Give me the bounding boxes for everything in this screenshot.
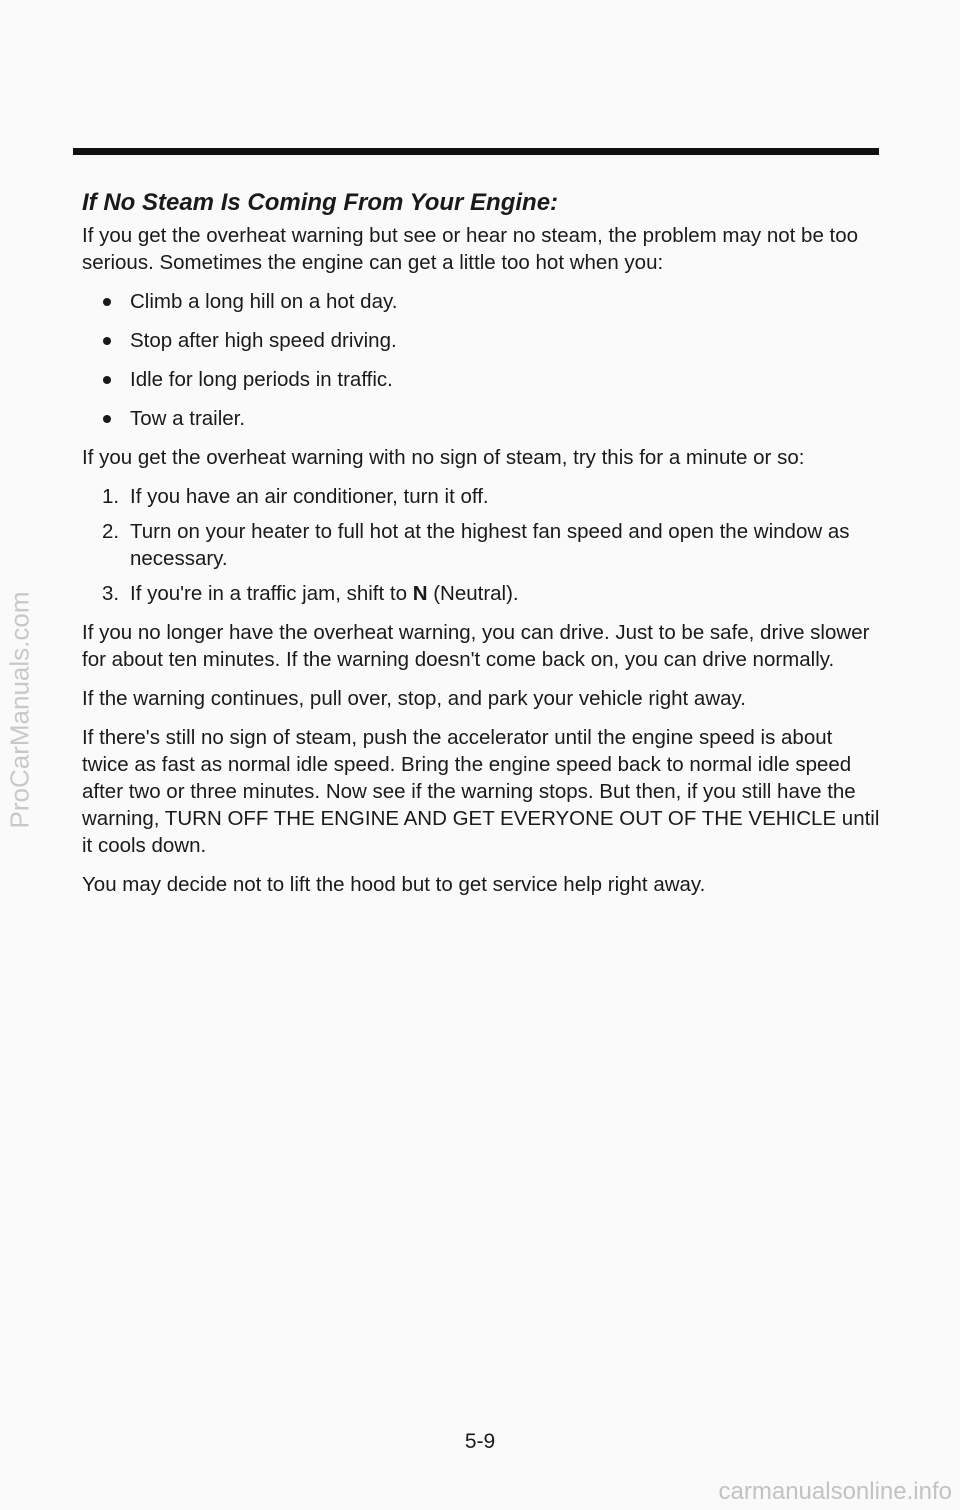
step-item xyxy=(82,483,882,510)
bullet-icon xyxy=(103,337,111,345)
paragraph-warning-continues: If the warning continues, pull over, stop, and park your vehicle right away. xyxy=(82,687,746,710)
list-item xyxy=(82,288,882,315)
watermark-side xyxy=(2,560,38,860)
top-rule xyxy=(73,148,879,155)
list-item xyxy=(82,405,882,432)
steps-list xyxy=(82,483,882,607)
list-item-text: Stop after high speed driving. xyxy=(130,329,397,352)
step-item xyxy=(82,518,882,572)
bullet-icon xyxy=(103,376,111,384)
section-heading: If No Steam Is Coming From Your Engine: xyxy=(82,189,559,216)
bullet-icon xyxy=(103,298,111,306)
step-number: 1. xyxy=(102,485,120,508)
watermark-bottom: carmanualsonline.info xyxy=(718,1478,952,1505)
step-text-end: (Neutral). xyxy=(427,582,519,605)
list-item-text: Idle for long periods in traffic. xyxy=(130,368,393,391)
paragraph-drive-safe: If you no longer have the overheat warning, you can drive. Just to be safe, drive slower for about ten minutes. If the warning doesn't come back on, you can drive normally. xyxy=(82,621,870,671)
step-text: If you're in a traffic jam, shift to xyxy=(130,582,413,605)
step-item xyxy=(82,580,882,607)
list-item xyxy=(82,366,882,393)
paragraph-service-help: You may decide not to lift the hood but to get service help right away. xyxy=(82,873,706,896)
step-number: 2. xyxy=(102,520,120,543)
list-item-text: Tow a trailer. xyxy=(130,407,246,430)
step-text: Turn on your heater to full hot at the highest fan speed and open the window as necessary. xyxy=(130,520,850,570)
step-text: If you have an air conditioner, turn it off. xyxy=(130,485,489,508)
list-item-text: Climb a long hill on a hot day. xyxy=(130,290,398,313)
list-item xyxy=(82,327,882,354)
page-content xyxy=(82,188,882,910)
paragraph-no-steam: If there's still no sign of steam, push the accelerator until the engine speed is about twice as fast as normal idle speed. Bring the engine speed back to normal idle speed after two or three minutes. Now see if the warning stops. But then, if you still have the warning, TURN OFF THE ENGINE AND GET EVERYONE OUT OF THE VEHICLE until it cools down. xyxy=(82,726,880,857)
bullet-list xyxy=(82,288,882,432)
step-number: 3. xyxy=(102,582,120,605)
intro-paragraph: If you get the overheat warning but see or hear no steam, the problem may not be too serious. Sometimes the engine can get a little too hot when you: xyxy=(82,224,859,274)
bullet-icon xyxy=(103,415,111,423)
gear-label-neutral: N xyxy=(412,582,428,605)
watermark-side-text: ProCarManuals.com xyxy=(4,591,35,829)
page-number: 5-9 xyxy=(464,1430,496,1453)
steps-intro-paragraph: If you get the overheat warning with no sign of steam, try this for a minute or so: xyxy=(82,446,805,469)
